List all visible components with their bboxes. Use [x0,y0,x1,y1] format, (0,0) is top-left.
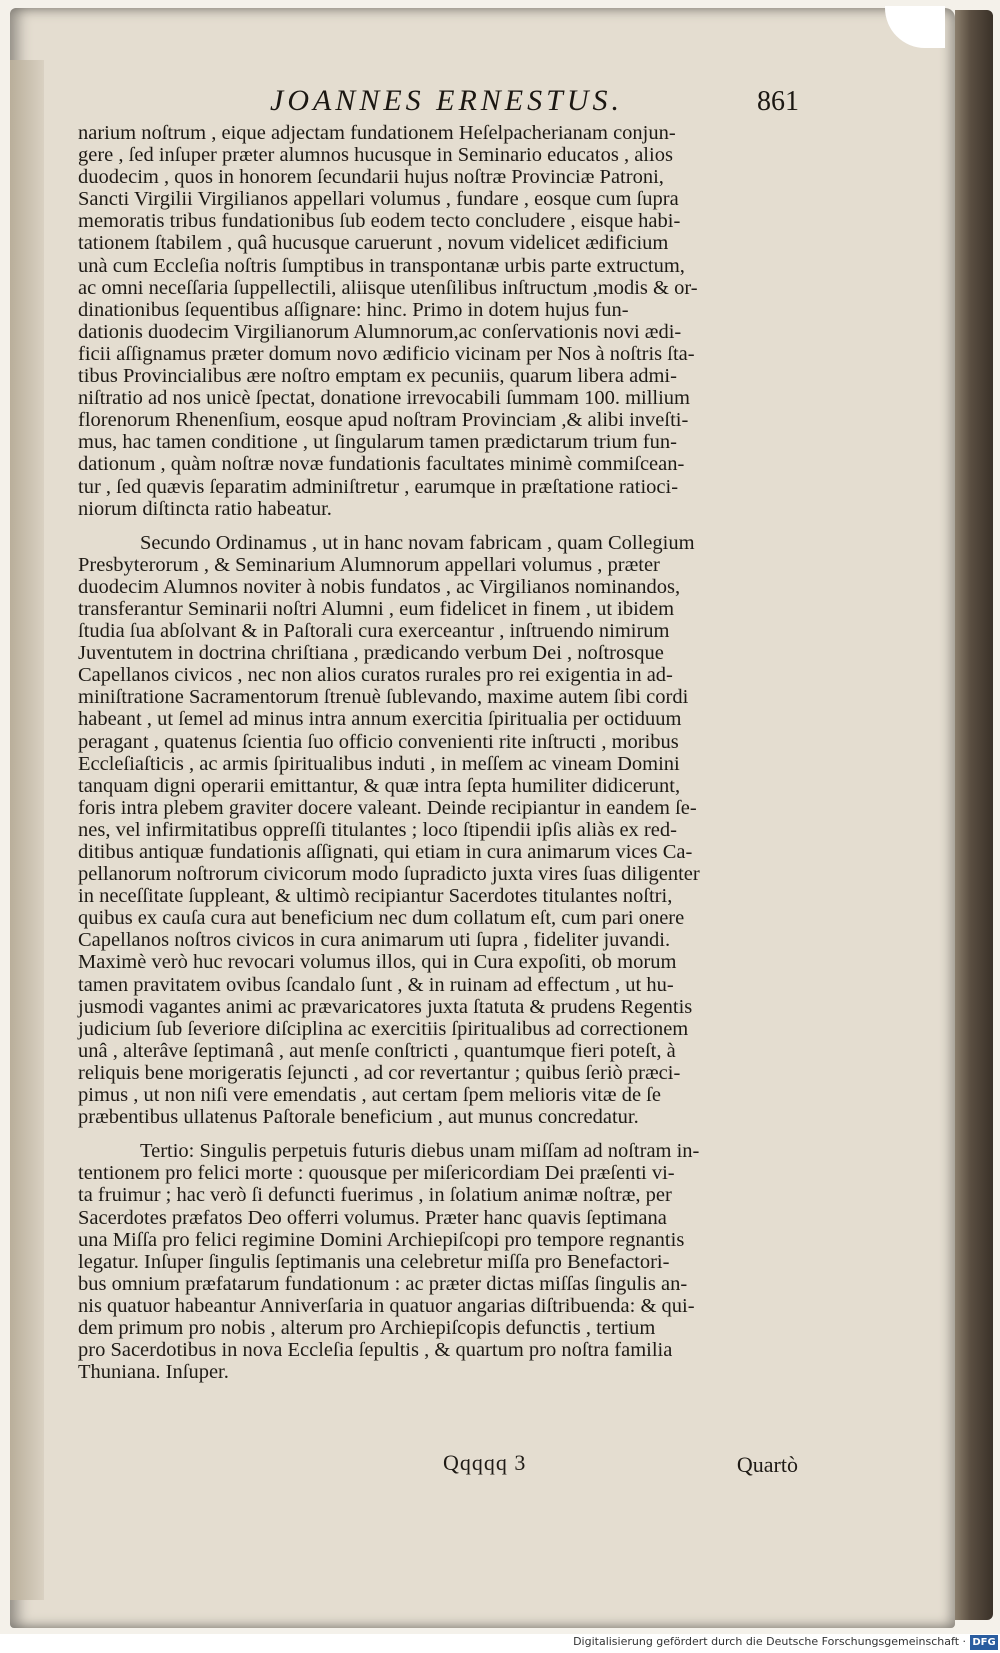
text-line: præbentibus ullatenus Paſtorale beneficium , aut munus concredatur. [78,1106,639,1129]
text-line: nis quatuor habeantur Anniverſaria in quatuor angarias diſtribuenda: & qui- [78,1294,695,1317]
text-line: Eccleſiaſticis , ac armis ſpiritualibus induti , in meſſem ac vineam Domini [78,752,680,775]
text-line: dinationibus ſequentibus aſſignare: hinc. Primo in dotem hujus fun- [78,298,629,321]
text-line: memoratis tribus fundationibus ſub eodem tecto concludere , eisque habi- [78,210,681,233]
text-line: una Miſſa pro felici regimine Domini Archiepiſcopi pro tempore regnantis [78,1228,685,1251]
text-line: duodecim Alumnos noviter à nobis fundatos , ac Virgilianos nominandos, [78,575,681,598]
text-line: Juventutem in doctrina chriſtiana , prædicando verbum Dei , noſtrosque [78,642,664,665]
body-text [78,122,798,1383]
signature-mark: Qqqqq 3 [443,1450,527,1475]
text-line: Tertio: Singulis perpetuis futuris diebus unam miſſam ad noſtram in- [140,1140,700,1163]
text-line: Secundo Ordinamus , ut in hanc novam fabricam , quam Collegium [140,531,695,554]
paragraph [78,1140,798,1383]
text-line: ditibus antiquæ fundationis aſſignati, qui etiam in cura animarum vices Ca- [78,841,693,863]
book-edge [955,10,993,1620]
text-line: unâ , alterâve ſeptimanâ , aut menſe conſtricti , quantumque fieri poteſt, à [78,1039,676,1062]
text-line: dationum , quàm noſtræ novæ fundationis facultates minimè commiſcean- [78,453,685,476]
dfg-logo: DFG [970,1635,998,1650]
text-line: judicium ſub ſeveriore diſciplina ac exercitiis ſpiritualibus ad correctionem [78,1017,689,1040]
paragraph [78,532,798,1129]
text-line: Capellanos noſtros civicos in cura animarum uti ſupra , fideliter juvandi. [78,929,671,952]
text-line: Capellanos civicos , nec non alios curatos rurales pro rei exigentia in ad- [78,664,673,687]
text-line: quibus ex cauſa cura aut beneficium nec dum collatum eſt, cum pari onere [78,907,685,930]
text-line: foris intra plebem graviter docere valeant. Deinde recipiantur in eandem ſe- [78,796,697,819]
text-line: unà cum Eccleſia noſtris ſumptibus in transpontanæ urbis parte extructum, [78,254,685,277]
text-line: tentionem pro felici morte : quousque per miſericordiam Dei præſenti vi- [78,1162,675,1185]
text-line: nes, vel infirmitatibus oppreſſi titulantes ; loco ſtipendii ipſis aliàs ex red- [78,818,677,841]
running-head [270,84,830,124]
text-line: Sacerdotes præfatos Deo offerri volumus. Præter hanc quavis ſeptimana [78,1206,667,1229]
text-line: peragant , quatenus ſcientia ſuo officio convenienti rite inſtructi , moribus [78,730,679,753]
text-line: transferantur Seminarii noſtri Alumni , eum fidelicet in finem , ut ibidem [78,597,675,620]
text-line: Presbyterorum , & Seminarium Alumnorum appellari volumus , præter [78,553,660,576]
text-line: tur , ſed quævis ſeparatim adminiſtretur , earumque in præſtatione ratioci- [78,475,679,498]
text-line: pellanorum noſtrorum civicorum modo ſupradicto juxta vires ſuas diligenter [78,863,700,886]
credit-text: Digitalisierung gefördert durch die Deutsche Forschungsgemeinschaft · [573,1635,966,1648]
text-line: Sancti Virgilii Virgilianos appellari volumus , fundare , eosque cum ſupra [78,188,679,211]
text-line: ta fruimur ; hac verò ſi defuncti fuerimus , in ſolatium animæ noſtræ, per [78,1184,672,1207]
page-title: JOANNES ERNESTUS. [270,84,623,117]
text-line: duodecim , quos in honorem ſecundarii hujus noſtræ Provinciæ Patroni, [78,166,664,189]
text-line: gere , ſed inſuper præter alumnos hucusque in Seminario educatos , alios [78,144,673,167]
text-line: dationis duodecim Virgilianorum Alumnorum,ac conſervationis novi ædi- [78,320,682,343]
text-line: ſtudia ſua abſolvant & in Paſtorali cura exerceantur , inſtruendo nimirum [78,620,670,643]
text-line: dem primum pro nobis , alterum pro Archiepiſcopis defunctis , tertium [78,1316,656,1339]
text-line: mus, hac tamen conditione , ut ſingularum tamen prædictarum trium fun- [78,431,677,454]
paragraph [78,122,798,520]
text-line: jusmodi vagantes animi ac prævaricatores juxta ſtatuta & prudens Regentis [78,995,693,1018]
text-line: miniſtratione Sacramentorum ſtrenuè ſublevando, maxime autem ſibi cordi [78,686,689,709]
text-line: narium noſtrum , eique adjectam fundationem Heſelpacherianam conjun- [78,122,676,144]
text-line: tationem ſtabilem , quâ hucusque caruerunt , novum videlicet ædificium [78,232,669,255]
text-line: tibus Provincialibus ære noſtro emptam ex pecuniis, quarum libera admi- [78,365,677,388]
page-number: 861 [757,86,799,117]
text-line: ac omni neceſſaria ſuppellectili, aliisque utenſilibus inſtructum ,modis & or- [78,276,698,299]
text-line: bus omnium præfatarum fundationum : ac præter dictas miſſas ſingulis an- [78,1272,688,1295]
text-line: niorum diſtincta ratio habeatur. [78,497,332,520]
text-line: pimus , ut non niſi vere emendatis , aut certam ſpem melioris vitæ de ſe [78,1084,661,1107]
page-gutter [10,60,44,1600]
page-footer [78,1450,798,1484]
text-line: niſtratio ad nos unicè ſpectat, donatione irrevocabili ſummam 100. millium [78,387,691,410]
paragraph-gap [78,520,798,532]
text-line: Maximè verò huc revocari volumus illos, qui in Cura expoſiti, ob morum [78,951,677,974]
text-line: habeant , ut ſemel ad minus intra annum exercitia ſpiritualia per octiduum [78,708,682,731]
credit-bar [0,1634,1000,1653]
text-line: ficii aſſignamus præter domum novo ædificio vicinam per Nos à noſtris ſta- [78,342,695,365]
text-line: pro Sacerdotibus in nova Eccleſia ſepultis , & quartum pro noſtra familia [78,1339,673,1362]
text-line: florenorum Rhenenſium, eosque apud noſtram Provinciam ,& alibi inveſti- [78,409,689,432]
text-line: legatur. Inſuper ſingulis ſeptimanis una celebretur miſſa pro Benefactori- [78,1250,670,1273]
text-line: reliquis bene morigeratis ſejuncti , ad cor revertantur ; quibus ſeriò præci- [78,1061,681,1084]
text-line: Thuniana. Inſuper. [78,1361,229,1384]
text-line: tanquam digni operarii emittantur, & quæ intra ſepta humiliter didicerunt, [78,774,681,797]
text-line: tamen pravitatem ovibus ſcandalo ſunt , & in ruinam ad effectum , ut hu- [78,973,674,996]
catchword: Quartò [736,1452,798,1477]
paragraph-gap [78,1128,798,1140]
text-line: in neceſſitate ſuppleant, & ultimò recipiantur Sacerdotes titulantes noſtri, [78,885,673,908]
